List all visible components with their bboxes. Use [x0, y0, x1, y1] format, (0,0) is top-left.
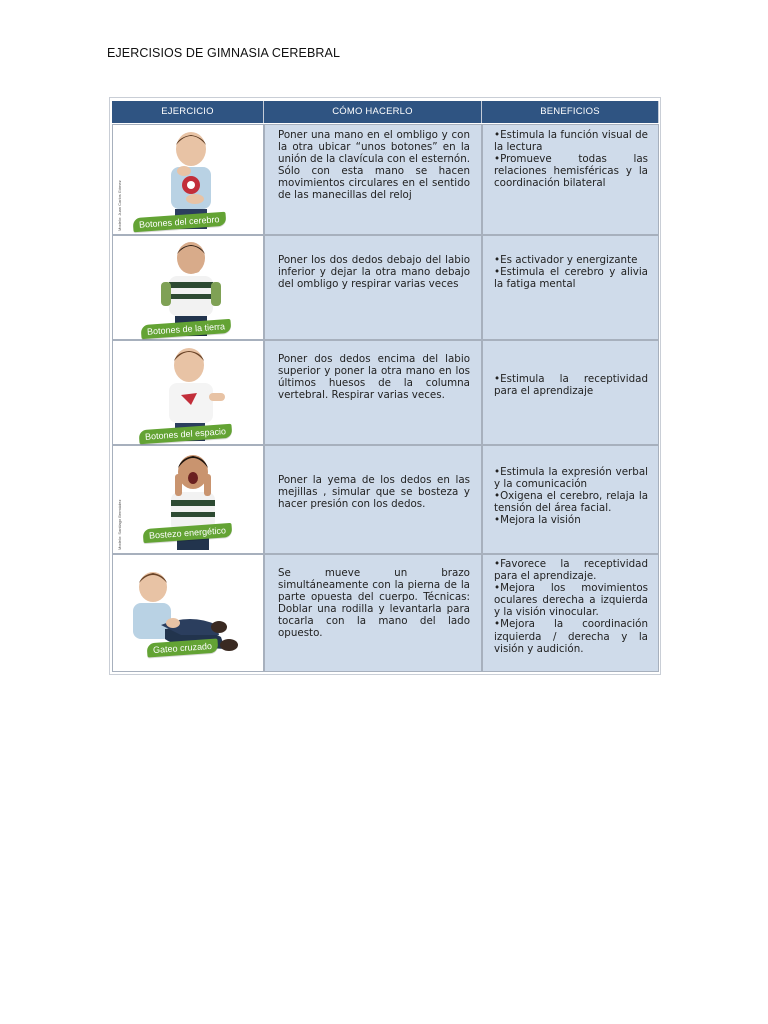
benefits-cell	[482, 235, 659, 340]
how-cell	[264, 445, 482, 554]
benefit-item: •Mejora los movimientos oculares derecha a izquierda y la visión vinocular.	[494, 582, 648, 619]
exercise-name-badge: Botones del cerebro	[133, 212, 226, 232]
exercise-image-cell	[112, 554, 264, 672]
document-title: EJERCISIOS DE GIMNASIA CEREBRAL	[107, 46, 341, 60]
exercise-image-cell	[112, 235, 264, 340]
how-text: Poner la yema de los dedos en las mejillas , simular que se bosteza y hacer presión con los dedos.	[278, 474, 470, 511]
benefit-item: •Mejora la visión	[494, 514, 581, 527]
benefit-item: •Estimula la receptividad para el aprendizaje	[494, 373, 648, 398]
exercise-name-badge: Bostezo energético	[143, 523, 233, 543]
benefits-cell	[482, 340, 659, 445]
how-text: Poner los dos dedos debajo del labio inferior y dejar la otra mano debajo del ombligo y respirar varias veces	[278, 254, 470, 291]
benefit-item: •Promueve todas las relaciones hemisféricas y la coordinación bilateral	[494, 153, 648, 190]
benefits-cell	[482, 445, 659, 554]
how-cell	[264, 124, 482, 235]
exercise-name-badge: Gateo cruzado	[147, 639, 219, 658]
photo-credit: Modelo: Juan Carlos Gómez	[117, 180, 122, 231]
exercise-name-badge: Botones del espacio	[139, 424, 233, 444]
benefit-item: •Mejora la coordinación izquierda / derecha y la visión y audición.	[494, 618, 648, 655]
header-how: CÓMO HACERLO	[264, 101, 482, 123]
exercise-table	[109, 97, 661, 675]
how-cell	[264, 554, 482, 672]
benefit-item: •Favorece la receptividad para el aprendizaje.	[494, 558, 648, 583]
how-text: Poner dos dedos encima del labio superior y poner la otra mano en los últimos huesos de la columna vertebral. Respirar varias veces.	[278, 353, 470, 402]
benefit-item: •Es activador y energizante	[494, 254, 638, 266]
exercise-image-cell	[112, 445, 264, 554]
benefits-cell	[482, 124, 659, 235]
header-benefits: BENEFICIOS	[482, 101, 659, 123]
how-text: Poner una mano en el ombligo y con la otra ubicar “unos botones” en la unión de la clavícula con el esternón. Sólo con esta mano se hacen movimientos circulares en el sentido de las manecillas del reloj	[278, 129, 470, 202]
benefit-item: •Estimula el cerebro y alivia la fatiga mental	[494, 266, 648, 291]
exercise-name-badge: Botones de la tierra	[141, 319, 232, 339]
exercise-image-cell	[112, 124, 264, 235]
benefits-cell	[482, 554, 659, 672]
how-text: Se mueve un brazo simultáneamente con la pierna de la parte opuesta del cuerpo. Técnicas: Doblar una rodilla y levantarla para tocarla con la mano del lado opuesto.	[278, 567, 470, 640]
benefit-item: •Estimula la función visual de la lectura	[494, 129, 648, 154]
benefit-item: •Estimula la expresión verbal y la comunicación	[494, 466, 648, 491]
photo-credit: Modelo: Santiago Bermúdez	[117, 499, 122, 550]
header-exercise: EJERCICIO	[112, 101, 264, 123]
how-cell	[264, 235, 482, 340]
how-cell	[264, 340, 482, 445]
benefit-item: •Oxigena el cerebro, relaja la tensión del área facial.	[494, 490, 648, 515]
exercise-image-cell	[112, 340, 264, 445]
